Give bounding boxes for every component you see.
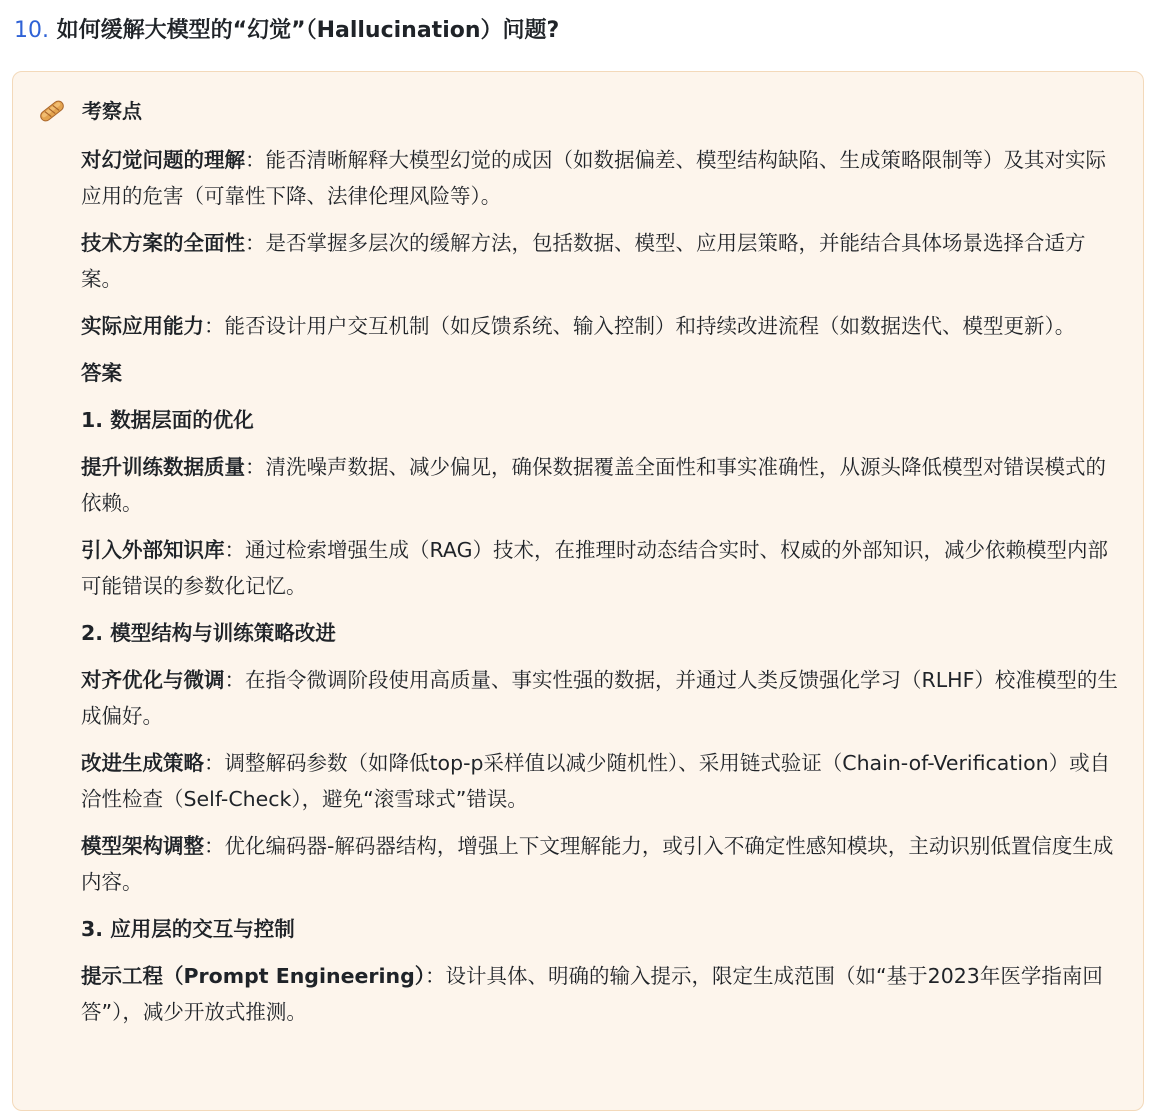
- label-separator: ：: [224, 538, 245, 562]
- label-separator: ：: [204, 834, 225, 858]
- paragraph: [81, 225, 1126, 297]
- paragraph: [81, 142, 1126, 214]
- paragraph-label: 提升训练数据质量: [81, 455, 245, 479]
- question-title: 如何缓解大模型的“幻觉”（Hallucination）问题?: [56, 18, 560, 43]
- paragraph: [81, 745, 1126, 817]
- label-separator: ：: [245, 231, 266, 255]
- paragraph: [81, 532, 1126, 604]
- paragraph-text: 调整解码参数（如降低top-p采样值以减少随机性）、采用链式验证（Chain-of-Verification）或自洽性检查（Self-Check），避免“滚雪球式”错误。: [81, 751, 1111, 811]
- label-separator: ：: [204, 751, 225, 775]
- paragraph-label: 模型架构调整: [81, 834, 204, 858]
- section-heading: 3. 应用层的交互与控制: [81, 917, 295, 941]
- label-separator: ：: [425, 964, 446, 988]
- paragraph-label: 实际应用能力: [81, 314, 204, 338]
- paragraph-text: 清洗噪声数据、减少偏见，确保数据覆盖全面性和事实准确性，从源头降低模型对错误模式的依赖。: [81, 455, 1106, 515]
- section-heading: 2. 模型结构与训练策略改进: [81, 621, 336, 645]
- answer-callout: [12, 71, 1144, 1111]
- paragraph-label: 提示工程（Prompt Engineering）: [81, 964, 426, 988]
- paragraph-text: 能否设计用户交互机制（如反馈系统、输入控制）和持续改进流程（如数据迭代、模型更新）。: [224, 314, 1076, 338]
- label-separator: ：: [204, 314, 225, 338]
- paragraph-text: 能否清晰解释大模型幻觉的成因（如数据偏差、模型结构缺陷、生成策略限制等）及其对实际应用的危害（可靠性下降、法律伦理风险等）。: [81, 148, 1106, 208]
- paragraph-label: 对幻觉问题的理解: [81, 148, 245, 172]
- label-separator: ：: [245, 148, 266, 172]
- paragraph-label: 对齐优化与微调: [81, 668, 225, 692]
- paragraph-text: 通过检索增强生成（RAG）技术，在推理时动态结合实时、权威的外部知识，减少依赖模型内部可能错误的参数化记忆。: [81, 538, 1108, 598]
- callout-header: [37, 96, 142, 126]
- paragraph-label: 引入外部知识库: [81, 538, 225, 562]
- bread-icon: [37, 96, 67, 126]
- paragraph: [81, 958, 1126, 1030]
- callout-title: 考察点: [82, 99, 142, 123]
- paragraph-label: 技术方案的全面性: [81, 231, 245, 255]
- paragraph: [81, 828, 1126, 900]
- question-number: 10.: [14, 18, 49, 43]
- paragraph-text: 设计具体、明确的输入提示，限定生成范围（如“基于2023年医学指南回答”），减少开放式推测。: [81, 964, 1103, 1024]
- paragraph: [81, 449, 1126, 521]
- answer-heading: 答案: [81, 361, 122, 385]
- callout-body: [81, 142, 1126, 1041]
- question-heading: [14, 14, 559, 48]
- paragraph-text: 优化编码器-解码器结构，增强上下文理解能力，或引入不确定性感知模块，主动识别低置信度生成内容。: [81, 834, 1114, 894]
- paragraph: [81, 308, 1126, 344]
- section-heading: 1. 数据层面的优化: [81, 408, 254, 432]
- paragraph-label: 改进生成策略: [81, 751, 204, 775]
- paragraph-text: 在指令微调阶段使用高质量、事实性强的数据，并通过人类反馈强化学习（RLHF）校准模型的生成偏好。: [81, 668, 1118, 728]
- paragraph: [81, 662, 1126, 734]
- label-separator: ：: [245, 455, 266, 479]
- label-separator: ：: [224, 668, 245, 692]
- paragraph-text: 是否掌握多层次的缓解方法，包括数据、模型、应用层策略，并能结合具体场景选择合适方案。: [81, 231, 1086, 291]
